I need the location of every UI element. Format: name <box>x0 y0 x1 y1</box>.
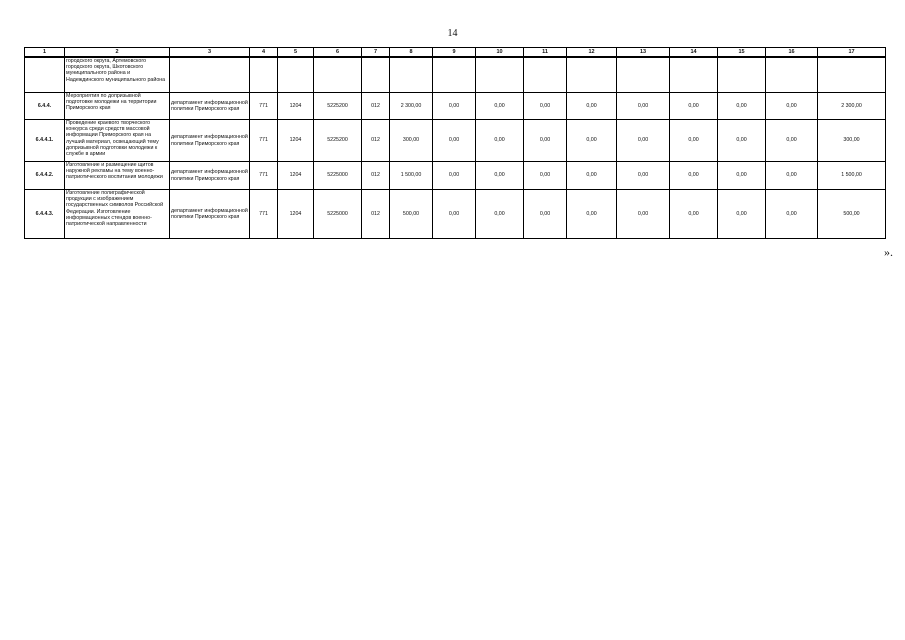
cell-code <box>25 57 65 93</box>
column-header: 2 <box>65 48 170 58</box>
cell-v9: 0,00 <box>433 120 476 162</box>
cell-name: Изготовление полиграфической продукции с изображением государственных символов Российской Федерации. Изготовление информационных стендов военно-патриотической направленности <box>65 190 170 239</box>
cell-total: 300,00 <box>390 120 433 162</box>
cell-v16: 0,00 <box>766 93 818 120</box>
closing-quote: ». <box>884 245 893 259</box>
budget-table <box>24 47 886 239</box>
cell-v11 <box>524 57 567 93</box>
cell-target <box>314 57 362 93</box>
cell-total: 500,00 <box>390 190 433 239</box>
cell-v15: 0,00 <box>718 120 766 162</box>
cell-expense: 012 <box>362 190 390 239</box>
cell-department: департамент информационной политики Приморского края <box>170 162 250 190</box>
cell-name: Проведение краевого творческого конкурса среди средств массовой информации Приморского края на лучший материал, освещающий тему допризывной подготовки молодежи к службе в армии <box>65 120 170 162</box>
cell-gov: 771 <box>250 190 278 239</box>
cell-code: 6.4.4.1. <box>25 120 65 162</box>
cell-v11: 0,00 <box>524 120 567 162</box>
cell-v11: 0,00 <box>524 93 567 120</box>
cell-v16: 0,00 <box>766 190 818 239</box>
cell-target: 5225200 <box>314 120 362 162</box>
cell-expense <box>362 57 390 93</box>
column-header: 6 <box>314 48 362 58</box>
column-header: 11 <box>524 48 567 58</box>
cell-v17 <box>818 57 886 93</box>
cell-gov: 771 <box>250 93 278 120</box>
cell-v16 <box>766 57 818 93</box>
cell-section: 1204 <box>278 190 314 239</box>
cell-v11: 0,00 <box>524 190 567 239</box>
cell-v15: 0,00 <box>718 162 766 190</box>
cell-gov: 771 <box>250 162 278 190</box>
cell-v15: 0,00 <box>718 93 766 120</box>
cell-v16: 0,00 <box>766 120 818 162</box>
cell-v9 <box>433 57 476 93</box>
column-header: 17 <box>818 48 886 58</box>
header-row <box>25 48 886 58</box>
cell-gov <box>250 57 278 93</box>
cell-v17: 500,00 <box>818 190 886 239</box>
column-header: 15 <box>718 48 766 58</box>
cell-department: департамент информационной политики Приморского края <box>170 120 250 162</box>
cell-v9: 0,00 <box>433 190 476 239</box>
cell-department <box>170 57 250 93</box>
cell-v13: 0,00 <box>617 162 670 190</box>
cell-expense: 012 <box>362 93 390 120</box>
cell-v13: 0,00 <box>617 120 670 162</box>
cell-v10: 0,00 <box>476 93 524 120</box>
cell-v13: 0,00 <box>617 93 670 120</box>
cell-name: городского округа, Артемовского городского округа, Шкотовского муниципального района и Надеждинского муниципального района <box>65 57 170 93</box>
column-header: 3 <box>170 48 250 58</box>
cell-v13: 0,00 <box>617 190 670 239</box>
cell-v11: 0,00 <box>524 162 567 190</box>
cell-v12: 0,00 <box>567 190 617 239</box>
cell-section <box>278 57 314 93</box>
table-row <box>25 57 886 93</box>
cell-v14: 0,00 <box>670 93 718 120</box>
cell-total <box>390 57 433 93</box>
cell-v10: 0,00 <box>476 162 524 190</box>
cell-code: 6.4.4.2. <box>25 162 65 190</box>
cell-target: 5225000 <box>314 190 362 239</box>
column-header: 8 <box>390 48 433 58</box>
table-row <box>25 162 886 190</box>
cell-v17: 1 500,00 <box>818 162 886 190</box>
cell-v17: 2 300,00 <box>818 93 886 120</box>
cell-department: департамент информационной политики Приморского края <box>170 190 250 239</box>
cell-name: Мероприятия по допризывной подготовке молодежи на территории Приморского края <box>65 93 170 120</box>
cell-v14: 0,00 <box>670 190 718 239</box>
cell-section: 1204 <box>278 120 314 162</box>
column-header: 4 <box>250 48 278 58</box>
cell-code: 6.4.4. <box>25 93 65 120</box>
cell-v15 <box>718 57 766 93</box>
cell-v12: 0,00 <box>567 162 617 190</box>
cell-section: 1204 <box>278 93 314 120</box>
cell-v15: 0,00 <box>718 190 766 239</box>
cell-gov: 771 <box>250 120 278 162</box>
cell-section: 1204 <box>278 162 314 190</box>
cell-v12: 0,00 <box>567 120 617 162</box>
cell-v10: 0,00 <box>476 120 524 162</box>
cell-v12: 0,00 <box>567 93 617 120</box>
column-header: 7 <box>362 48 390 58</box>
cell-expense: 012 <box>362 162 390 190</box>
column-header: 1 <box>25 48 65 58</box>
column-header: 14 <box>670 48 718 58</box>
table-row <box>25 120 886 162</box>
cell-total: 2 300,00 <box>390 93 433 120</box>
cell-v14 <box>670 57 718 93</box>
table-row <box>25 190 886 239</box>
cell-department: департамент информационной политики Приморского края <box>170 93 250 120</box>
cell-v10: 0,00 <box>476 190 524 239</box>
column-header: 9 <box>433 48 476 58</box>
cell-total: 1 500,00 <box>390 162 433 190</box>
cell-v12 <box>567 57 617 93</box>
cell-target: 5225000 <box>314 162 362 190</box>
cell-v14: 0,00 <box>670 120 718 162</box>
page-number: 14 <box>447 28 458 39</box>
column-header: 10 <box>476 48 524 58</box>
cell-v16: 0,00 <box>766 162 818 190</box>
cell-target: 5225200 <box>314 93 362 120</box>
table-row <box>25 93 886 120</box>
cell-v9: 0,00 <box>433 162 476 190</box>
cell-expense: 012 <box>362 120 390 162</box>
cell-v17: 300,00 <box>818 120 886 162</box>
cell-v9: 0,00 <box>433 93 476 120</box>
cell-code: 6.4.4.3. <box>25 190 65 239</box>
cell-v13 <box>617 57 670 93</box>
column-header: 12 <box>567 48 617 58</box>
column-header: 13 <box>617 48 670 58</box>
cell-v14: 0,00 <box>670 162 718 190</box>
column-header: 5 <box>278 48 314 58</box>
cell-name: Изготовление и размещение щитов наружной рекламы на тему военно-патриотического воспитания молодежи <box>65 162 170 190</box>
cell-v10 <box>476 57 524 93</box>
column-header: 16 <box>766 48 818 58</box>
